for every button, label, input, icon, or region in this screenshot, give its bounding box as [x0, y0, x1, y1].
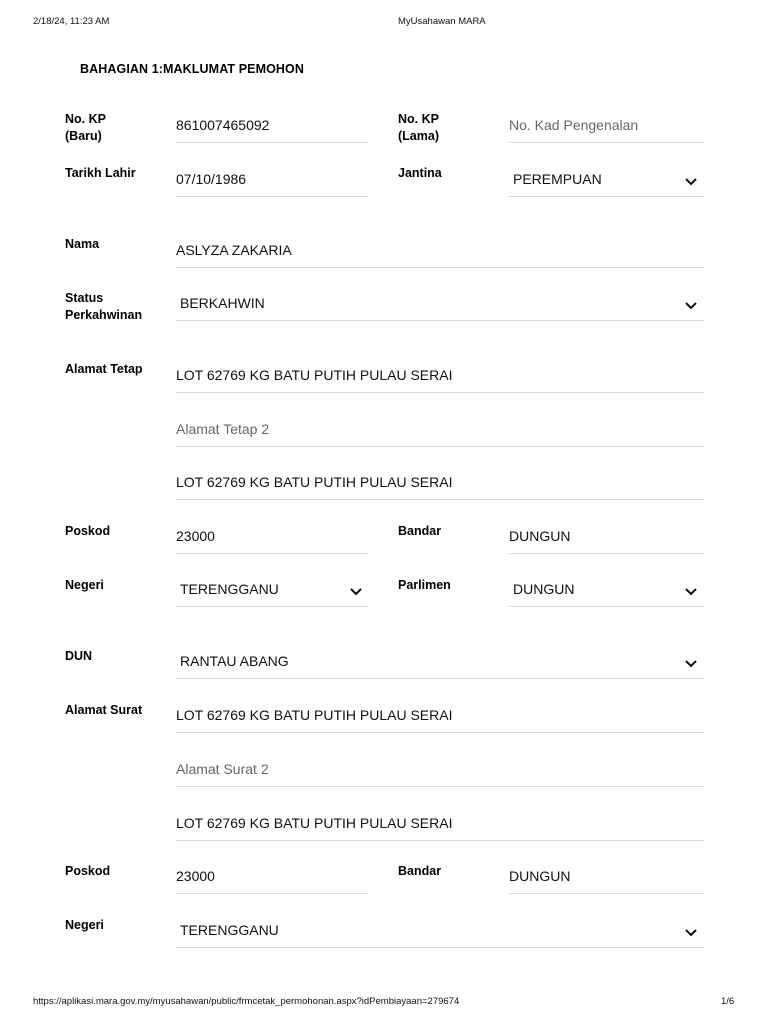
negeri-tetap-select[interactable]: TERENGGANU: [176, 572, 369, 607]
label-poskod-surat: Poskod: [65, 864, 111, 878]
chevron-down-icon: [684, 926, 698, 938]
alamat-surat-3-input[interactable]: LOT 62769 KG BATU PUTIH PULAU SERAI: [176, 806, 704, 841]
label-dun: DUN: [65, 649, 93, 663]
label-bandar-tetap: Bandar: [398, 524, 442, 538]
negeri-surat-select[interactable]: TERENGGANU: [176, 913, 704, 948]
label-jantina: Jantina: [398, 166, 442, 180]
poskod-surat-input[interactable]: 23000: [176, 859, 369, 894]
label-status-perkahwinan: Status Perkahwinan: [65, 291, 143, 322]
label-negeri-tetap: Negeri: [65, 578, 104, 592]
dun-select[interactable]: RANTAU ABANG: [176, 644, 704, 679]
alamat-surat-1-input[interactable]: LOT 62769 KG BATU PUTIH PULAU SERAI: [176, 698, 704, 733]
parlimen-select[interactable]: DUNGUN: [509, 572, 704, 607]
label-no-kp-lama: No. KP (Lama): [398, 112, 439, 143]
label-alamat-surat: Alamat Surat: [65, 703, 143, 717]
jantina-select[interactable]: PEREMPUAN: [509, 162, 704, 197]
chevron-down-icon: [684, 175, 698, 187]
alamat-tetap-1-input[interactable]: LOT 62769 KG BATU PUTIH PULAU SERAI: [176, 358, 704, 393]
print-datetime: 2/18/24, 11:23 AM: [33, 16, 110, 27]
tarikh-lahir-input[interactable]: 07/10/1986: [176, 162, 369, 197]
label-parlimen: Parlimen: [398, 578, 451, 592]
alamat-surat-2-input[interactable]: Alamat Surat 2: [176, 752, 704, 787]
bandar-tetap-input[interactable]: DUNGUN: [509, 519, 704, 554]
chevron-down-icon: [684, 585, 698, 597]
no-kp-baru-input[interactable]: 861007465092: [176, 108, 369, 143]
alamat-tetap-3-input[interactable]: LOT 62769 KG BATU PUTIH PULAU SERAI: [176, 465, 704, 500]
poskod-tetap-input[interactable]: 23000: [176, 519, 369, 554]
print-url: https://aplikasi.mara.gov.my/myusahawan/public/frmcetak_permohonan.aspx?idPembiayaan=279674: [33, 996, 460, 1007]
no-kp-lama-input[interactable]: No. Kad Pengenalan: [509, 108, 704, 143]
print-page-number: 1/6: [721, 996, 735, 1007]
section-title: BAHAGIAN 1:MAKLUMAT PEMOHON: [80, 62, 304, 76]
label-poskod-tetap: Poskod: [65, 524, 111, 538]
label-nama: Nama: [65, 237, 100, 251]
print-page-title: MyUsahawan MARA: [398, 16, 486, 27]
bandar-surat-input[interactable]: DUNGUN: [509, 859, 704, 894]
chevron-down-icon: [684, 299, 698, 311]
chevron-down-icon: [684, 657, 698, 669]
nama-input[interactable]: ASLYZA ZAKARIA: [176, 233, 704, 268]
chevron-down-icon: [349, 585, 363, 597]
status-perkahwinan-select[interactable]: BERKAHWIN: [176, 286, 704, 321]
label-tarikh-lahir: Tarikh Lahir: [65, 166, 136, 180]
label-alamat-tetap: Alamat Tetap: [65, 362, 143, 376]
alamat-tetap-2-input[interactable]: Alamat Tetap 2: [176, 412, 704, 447]
label-negeri-surat: Negeri: [65, 918, 104, 932]
label-no-kp-baru: No. KP (Baru): [65, 112, 106, 143]
label-bandar-surat: Bandar: [398, 864, 442, 878]
